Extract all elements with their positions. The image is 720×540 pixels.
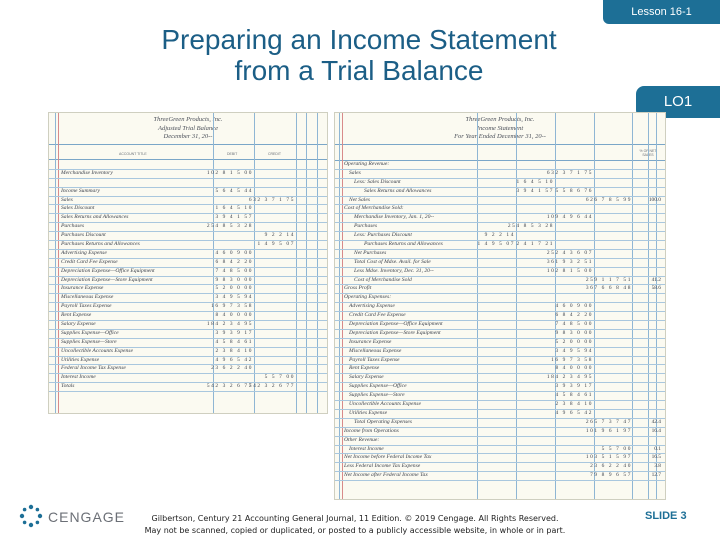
amount-c3: 3 9 3 9 17 [555, 383, 593, 390]
percent-of-net-sales: 100.0 [648, 196, 661, 203]
amount-c3: 2 3 8 4 10 [555, 401, 593, 408]
line-item-label: Net Sales [349, 196, 370, 203]
amount-c4: 259 1 1 7 51 [585, 276, 632, 283]
income-statement-row [335, 303, 665, 312]
amount-c3: 632 3 7 1 75 [546, 169, 593, 176]
account-title: Income Summary [61, 187, 100, 194]
income-statement-row [335, 401, 665, 410]
trial-balance-heading [49, 113, 327, 142]
amount-c3: 4 9 6 5 42 [555, 409, 593, 416]
income-statement-row [335, 392, 665, 401]
line-item-label: Insurance Expense [349, 338, 392, 345]
percent-of-net-sales: 42.4 [651, 418, 661, 425]
line-item-label: Salary Expense [349, 374, 384, 381]
line-item-label: Depreciation Expense—Store Equipment [349, 329, 441, 336]
line-item-label: Payroll Taxes Expense [349, 356, 400, 363]
trial-balance-company: ThreeGreen Products, Inc. [153, 116, 223, 123]
amount-c1: 1 4 9 5 07 [477, 241, 515, 248]
trial-balance-row [49, 339, 327, 348]
amount-c4: 101 9 6 1 97 [585, 427, 632, 434]
income-statement-row [335, 223, 665, 232]
income-statement-row [335, 339, 665, 348]
amount-c3: 109 4 9 6 44 [546, 214, 593, 221]
debit-amount: 8 4 0 0 00 [215, 312, 253, 319]
debit-amount: 102 8 1 5 00 [206, 169, 253, 176]
account-title: Purchases Returns and Allowances [61, 241, 140, 248]
cengage-wordmark: CENGAGE [48, 509, 126, 525]
income-statement-row [335, 357, 665, 366]
trial-balance-row [49, 330, 327, 339]
debit-amount: 5 2 0 0 00 [215, 285, 253, 292]
amount-c3: 7 4 8 5 00 [555, 321, 593, 328]
account-title: Interest Income [61, 374, 96, 381]
credit-amount: 1 4 9 5 07 [257, 241, 295, 248]
line-item-label: Less Federal Income Tax Expense [344, 463, 421, 470]
account-title: Insurance Expense [61, 285, 104, 292]
debit-amount: 3 9 3 9 17 [215, 329, 253, 336]
amount-c2: 3 9 4 1 57 [516, 187, 554, 194]
account-title: Purchases Discount [61, 232, 106, 239]
credit-amount: 542 3 2 6 77 [248, 383, 295, 390]
amount-c2: 254 8 5 3 28 [507, 223, 554, 230]
income-statement-company: ThreeGreen Products, Inc. [465, 116, 535, 123]
account-title: Merchandise Inventory [61, 169, 113, 176]
income-statement-row [335, 374, 665, 383]
cengage-mark-icon [18, 503, 44, 529]
line-item-label: Interest Income [349, 445, 384, 452]
income-statement-row [335, 419, 665, 428]
income-statement-row [335, 232, 665, 241]
income-statement-row [335, 170, 665, 179]
account-title: Federal Income Tax Expense [61, 365, 126, 372]
slide-title [120, 24, 598, 86]
trial-balance-row [49, 303, 327, 312]
trial-balance-row [49, 374, 327, 383]
amount-c3: 102 8 1 5 00 [546, 267, 593, 274]
line-item-label: Advertising Expense [349, 303, 395, 310]
account-title: Depreciation Expense—Store Equipment [61, 276, 153, 283]
trial-balance-row [49, 312, 327, 321]
line-item-label: Total Operating Expenses [354, 418, 412, 425]
slide-number: SLIDE 3 [645, 510, 687, 522]
amount-c3: 252 4 3 6 07 [546, 249, 593, 256]
amount-c2: 1 6 4 5 10 [516, 178, 554, 185]
line-item-label: Depreciation Expense—Office Equipment [349, 321, 443, 328]
income-statement-title: Income Statement [476, 124, 524, 132]
trial-balance-row [49, 321, 327, 330]
debit-amount: 254 8 5 3 28 [206, 223, 253, 230]
line-item-label: Operating Revenue: [344, 161, 390, 167]
account-title: Credit Card Fee Expense [61, 258, 118, 265]
trial-balance-row [49, 348, 327, 357]
line-item-label: Supplies Expense—Office [349, 383, 407, 390]
amount-c4: 5 5 7 00 [601, 445, 632, 452]
line-item-label: Credit Card Fee Expense [349, 312, 406, 319]
account-title: Utilities Expense [61, 356, 100, 363]
amount-c3: 16 9 7 3 58 [551, 356, 593, 363]
account-title: Sales Returns and Allowances [61, 214, 129, 221]
income-statement-row [335, 241, 665, 250]
line-item-label: Purchases [354, 223, 378, 230]
trial-balance-row [49, 170, 327, 179]
line-item-label: Miscellaneous Expense [349, 347, 402, 354]
slide-title-line-1: Preparing an Income Statement [161, 24, 557, 55]
income-statement-sheet [334, 112, 666, 500]
amount-c3: 4 5 8 4 61 [555, 392, 593, 399]
line-item-label: Rent Expense [349, 365, 380, 372]
debit-amount: 3 9 4 1 57 [215, 214, 253, 221]
percent-of-net-sales: 16.4 [651, 427, 661, 434]
trial-balance-row [49, 285, 327, 294]
account-title: Totals [61, 383, 75, 390]
trial-balance-row [49, 214, 327, 223]
line-item-label: Less Mdse. Inventory, Dec. 31, 20-- [354, 267, 434, 274]
amount-c4: 79 8 9 6 57 [590, 472, 632, 479]
income-statement-row [335, 268, 665, 277]
income-statement-row [335, 472, 665, 481]
line-item-label: Net Income before Federal Income Tax [344, 454, 432, 461]
trial-balance-row [49, 268, 327, 277]
col-credit: CREDIT [268, 152, 282, 156]
income-statement-heading [335, 113, 665, 142]
line-item-label: Other Revenue: [344, 436, 380, 443]
trial-balance-row [49, 161, 327, 170]
line-item-label: Sales [349, 169, 361, 176]
account-title: Payroll Taxes Expense [61, 303, 112, 310]
amount-c4: 626 7 8 5 99 [585, 196, 632, 203]
income-statement-row [335, 205, 665, 214]
amount-c3: 4 6 0 9 00 [555, 303, 593, 310]
income-statement-row [335, 250, 665, 259]
col-account-title: ACCOUNT TITLE [119, 152, 147, 156]
trial-balance-row [49, 277, 327, 286]
debit-amount: 4 9 6 5 42 [215, 356, 253, 363]
line-item-label: Sales Returns and Allowances [364, 187, 432, 194]
income-statement-row [335, 259, 665, 268]
line-item-label: Uncollectible Accounts Expense [349, 401, 421, 408]
trial-balance-row [49, 259, 327, 268]
debit-amount: 16 9 7 3 58 [211, 303, 253, 310]
amount-c3: 3 4 9 5 94 [555, 347, 593, 354]
line-item-label: Purchases Returns and Allowances [364, 241, 443, 248]
amount-c2: 2 4 1 7 21 [516, 241, 554, 248]
account-title: Rent Expense [61, 312, 92, 319]
income-statement-row [335, 348, 665, 357]
percent-of-net-sales: 3.8 [654, 463, 661, 470]
amount-c3: 5 2 0 0 00 [555, 338, 593, 345]
debit-amount: 3 4 9 5 94 [215, 294, 253, 301]
line-item-label: Cost of Merchandise Sold: [344, 205, 404, 212]
trial-balance-row [49, 179, 327, 188]
trial-balance-row [49, 294, 327, 303]
debit-amount: 9 8 3 0 00 [215, 276, 253, 283]
percent-of-net-sales: 41.2 [651, 276, 661, 283]
amount-c4: 103 5 1 5 97 [585, 454, 632, 461]
line-item-label: Operating Expenses: [344, 294, 392, 301]
trial-balance-row [49, 383, 327, 392]
income-statement-row [335, 454, 665, 463]
credit-amount: 632 3 7 1 75 [248, 196, 295, 203]
amount-c3: 5 5 8 6 76 [555, 187, 593, 194]
credit-amount: 5 5 7 00 [264, 374, 295, 381]
credit-line-1: Gilbertson, Century 21 Accounting General Journal, 11 Edition. © 2019 Cengage. All Rights Reserved. [151, 514, 559, 523]
line-item-label: Gross Profit [344, 285, 372, 292]
credit-amount: 9 2 2 14 [264, 232, 295, 239]
account-title: Depreciation Expense—Office Equipment [61, 267, 155, 274]
line-item-label: Net Income after Federal Income Tax [344, 472, 428, 479]
line-item-label: Total Cost of Mdse. Avail. for Sale [354, 258, 431, 265]
line-item-label: Utilities Expense [349, 409, 388, 416]
income-statement-row [335, 277, 665, 286]
trial-balance-title: Adjusted Trial Balance [158, 124, 218, 132]
amount-c3: 8 4 0 0 00 [555, 365, 593, 372]
amount-c3: 361 9 3 2 51 [546, 258, 593, 265]
cengage-logo [18, 500, 128, 530]
amount-c3: 184 2 3 4 95 [546, 374, 593, 381]
amount-c1: 9 2 2 14 [484, 232, 515, 239]
account-title: Miscellaneous Expense [61, 294, 114, 301]
col-debit: DEBIT [227, 152, 238, 156]
percent-of-net-sales: 16.5 [651, 454, 661, 461]
trial-balance-date: December 31, 20-- [163, 133, 213, 140]
income-statement-row [335, 285, 665, 294]
trial-balance-row [49, 241, 327, 250]
income-statement-row [335, 428, 665, 437]
debit-amount: 4 5 8 4 61 [215, 338, 253, 345]
income-statement-row [335, 321, 665, 330]
slide-title-line-2: from a Trial Balance [234, 55, 484, 86]
income-statement-row [335, 188, 665, 197]
income-statement-row [335, 161, 665, 170]
income-statement-date: For Year Ended December 31, 20-- [454, 133, 546, 140]
trial-balance-row [49, 357, 327, 366]
debit-amount: 6 8 4 2 20 [215, 258, 253, 265]
line-item-label: Merchandise Inventory, Jan. 1, 20-- [354, 214, 435, 221]
trial-balance-row [49, 197, 327, 206]
debit-amount: 1 6 4 5 10 [215, 205, 253, 212]
percent-of-net-sales: 58.6 [651, 285, 661, 292]
debit-amount: 184 2 3 4 95 [206, 321, 253, 328]
trial-balance-row [49, 232, 327, 241]
trial-balance-row [49, 223, 327, 232]
income-statement-row [335, 463, 665, 472]
line-item-label: Net Purchases [354, 249, 387, 256]
account-title: Salary Expense [61, 321, 96, 328]
income-statement-row [335, 214, 665, 223]
credit-line-2: May not be scanned, copied or duplicated, or posted to a publicly accessible website, in whole or in part. [144, 526, 566, 535]
account-title: Supplies Expense—Office [61, 329, 119, 336]
percent-of-net-sales: 12.7 [651, 472, 661, 479]
income-statement-row [335, 312, 665, 321]
income-statement-row [335, 410, 665, 419]
amount-c4: 265 7 3 7 47 [585, 418, 632, 425]
amount-c3: 6 8 4 2 20 [555, 312, 593, 319]
account-title: Sales [61, 196, 73, 203]
trial-balance-row [49, 188, 327, 197]
line-item-label: Supplies Expense—Store [349, 392, 405, 399]
debit-amount: 2 3 8 4 10 [215, 347, 253, 354]
lo-tab: LO1 [636, 86, 720, 118]
col-percent-net-sales: % OF NET SALES [639, 149, 657, 157]
account-title: Purchases [61, 223, 85, 230]
amount-c3: 9 8 3 0 00 [555, 329, 593, 336]
amount-c4: 23 6 2 2 40 [590, 463, 632, 470]
account-title: Supplies Expense—Store [61, 338, 117, 345]
income-statement-row [335, 330, 665, 339]
income-statement-row [335, 437, 665, 446]
trial-balance-row [49, 250, 327, 259]
line-item-label: Cost of Merchandise Sold [354, 276, 412, 283]
debit-amount: 7 4 8 5 00 [215, 267, 253, 274]
debit-amount: 5 6 4 5 44 [215, 187, 253, 194]
debit-amount: 4 6 0 9 00 [215, 249, 253, 256]
income-statement-row [335, 365, 665, 374]
trial-balance-row [49, 205, 327, 214]
income-statement-row [335, 383, 665, 392]
amount-c4: 367 6 6 8 48 [585, 285, 632, 292]
line-item-label: Less: Sales Discount [354, 178, 401, 185]
line-item-label: Less: Purchases Discount [354, 232, 412, 239]
income-statement-row [335, 179, 665, 188]
percent-of-net-sales: 0.1 [654, 445, 661, 452]
debit-amount: 23 6 2 2 40 [211, 365, 253, 372]
account-title: Sales Discount [61, 205, 95, 212]
adjusted-trial-balance-sheet [48, 112, 328, 414]
lesson-tab: Lesson 16-1 [603, 0, 720, 24]
line-item-label: Income from Operations [344, 427, 399, 434]
income-statement-row [335, 294, 665, 303]
account-title: Uncollectible Accounts Expense [61, 347, 133, 354]
trial-balance-row [49, 365, 327, 374]
account-title: Advertising Expense [61, 249, 107, 256]
debit-amount: 542 3 2 6 77 [206, 383, 253, 390]
